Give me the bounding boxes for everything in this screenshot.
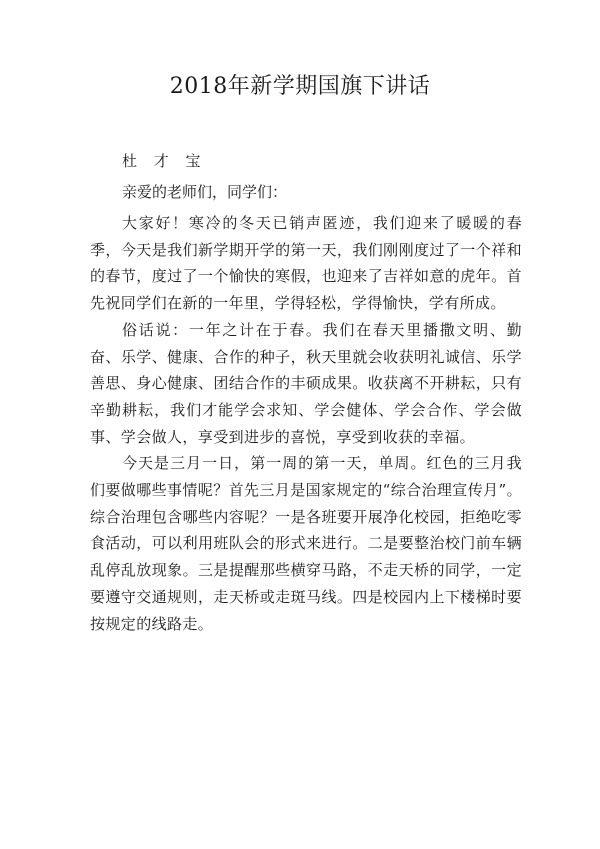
paragraph-march-plans: 今天是三月一日，第一周的第一天，单周。红色的三月我们要做哪些事情呢？首先三月是国家规定的“综合治理宣传月”。综合治理包含哪些内容呢？一是各班要开展净化校园，拒绝吃零食活动，可以利用班队会的形式来进行。二是要整治校门前车辆乱停乱放现象。三是提醒那些横穿马路，不走天桥的同学，一定要遵守交通规则，走天桥或走斑马线。四是校园内上下楼梯时要按规定的线路走。 bbox=[90, 454, 522, 633]
speech-body bbox=[90, 210, 522, 637]
paragraph-greeting-wishes: 大家好！寒冷的冬天已销声匿迹，我们迎来了暖暖的春季，今天是我们新学期开学的第一天，我们刚刚度过了一个祥和的春节，度过了一个愉快的寒假，也迎来了吉祥如意的虎年。首先祝同学们在新的一年里，学得轻松，学得愉快，学有所成。 bbox=[90, 214, 522, 313]
salutation: 亲爱的老师们，同学们： bbox=[122, 183, 288, 201]
author-name: 杜 才 宝 bbox=[122, 152, 207, 170]
paragraph-spring-proverb: 俗话说：一年之计在于春。我们在春天里播撒文明、勤奋、乐学、健康、合作的种子，秋天里就会收获明礼诚信、乐学善思、身心健康、团结合作的丰硕成果。收获离不开耕耘，只有辛勤耕耘，我们才能学会求知、学会健体、学会合作、学会做事、学会做人，享受到进步的喜悦，享受到收获的幸福。 bbox=[90, 320, 522, 446]
page-title: 2018年新学期国旗下讲话 bbox=[169, 74, 431, 99]
